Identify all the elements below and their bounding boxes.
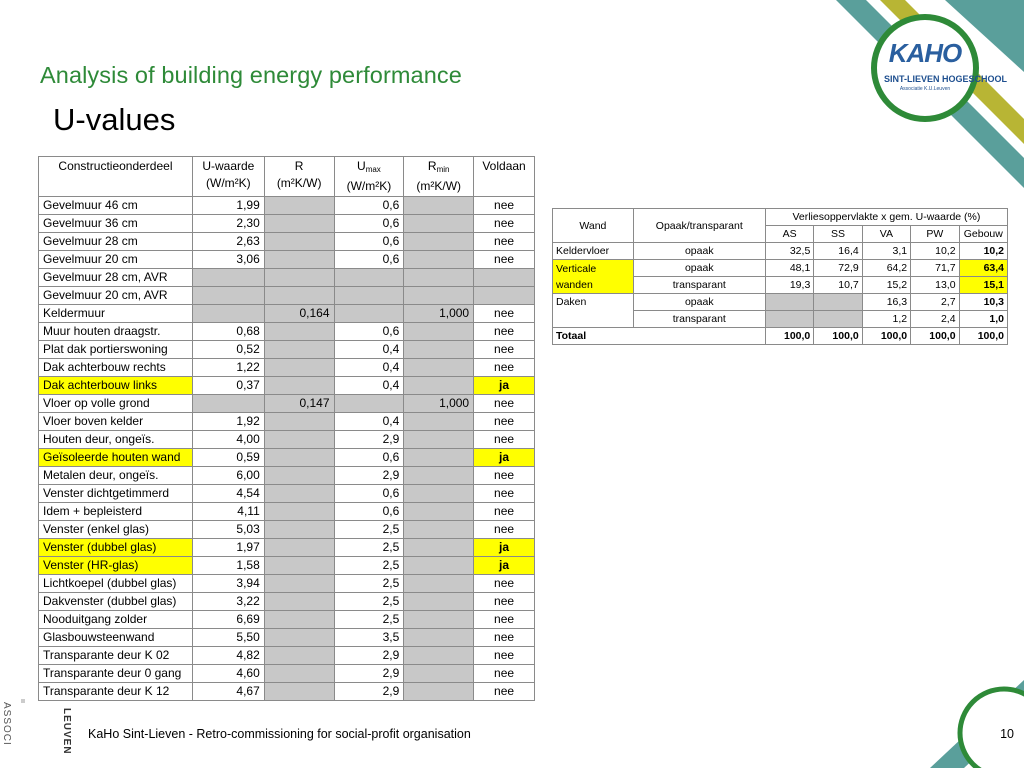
cell-umax — [334, 395, 404, 413]
cell-rmin — [404, 233, 474, 251]
cell-r — [264, 233, 334, 251]
cell-voldaan: nee — [474, 521, 535, 539]
cell-r: 0,147 — [264, 395, 334, 413]
header-r: R (m²K/W) — [264, 157, 334, 197]
cell-r — [264, 575, 334, 593]
cell-constructie: Venster (enkel glas) — [39, 521, 193, 539]
cell-r — [264, 665, 334, 683]
table-row — [39, 683, 535, 701]
cell-gebouw: 15,1 — [959, 277, 1007, 294]
cell-rmin — [404, 413, 474, 431]
header-opaak: Opaak/transparant — [633, 209, 765, 243]
cell-uwaarde: 2,30 — [192, 215, 264, 233]
cell-constructie: Houten deur, ongeïs. — [39, 431, 193, 449]
cell-r — [264, 251, 334, 269]
cell-rmin — [404, 485, 474, 503]
cell-as: 32,5 — [765, 243, 813, 260]
cell-gebouw: 100,0 — [959, 328, 1007, 345]
cell-voldaan: nee — [474, 323, 535, 341]
cell-rmin — [404, 269, 474, 287]
cell-umax: 0,6 — [334, 215, 404, 233]
school-logo — [871, 14, 1008, 122]
cell-ss: 10,7 — [814, 277, 862, 294]
table-row — [39, 287, 535, 305]
cell-umax: 2,9 — [334, 467, 404, 485]
page-number: 10 — [1000, 727, 1014, 741]
cell-constructie: Gevelmuur 46 cm — [39, 197, 193, 215]
cell-rmin — [404, 683, 474, 701]
cell-voldaan: nee — [474, 575, 535, 593]
cell-uwaarde: 3,06 — [192, 251, 264, 269]
cell-voldaan: nee — [474, 233, 535, 251]
cell-constructie: Glasbouwsteenwand — [39, 629, 193, 647]
cell-voldaan: nee — [474, 611, 535, 629]
cell-constructie: Dak achterbouw links — [39, 377, 193, 395]
table-header-row — [39, 157, 535, 197]
logo-line2: Associatie K.U.Leuven — [899, 86, 951, 92]
cell-uwaarde — [192, 305, 264, 323]
cell-r — [264, 593, 334, 611]
cell-umax: 2,5 — [334, 539, 404, 557]
cell-umax: 0,4 — [334, 413, 404, 431]
cell-gebouw: 1,0 — [959, 311, 1007, 328]
cell-ss: 16,4 — [814, 243, 862, 260]
cell-uwaarde: 1,99 — [192, 197, 264, 215]
table-row — [39, 341, 535, 359]
cell-voldaan: ja — [474, 557, 535, 575]
cell-voldaan: nee — [474, 395, 535, 413]
cell-uwaarde: 0,68 — [192, 323, 264, 341]
cell-va: 64,2 — [862, 260, 910, 277]
slide-subtitle: U-values — [53, 102, 176, 137]
row-label: Verticale wanden — [553, 260, 634, 294]
cell-as: 19,3 — [765, 277, 813, 294]
cell-r — [264, 323, 334, 341]
cell-constructie: Keldermuur — [39, 305, 193, 323]
table-row — [39, 629, 535, 647]
cell-constructie: Transparante deur K 12 — [39, 683, 193, 701]
cell-va: 15,2 — [862, 277, 910, 294]
cell-voldaan: nee — [474, 665, 535, 683]
cell-umax: 2,9 — [334, 665, 404, 683]
header-gebouw: Gebouw — [959, 226, 1007, 243]
cell-voldaan: nee — [474, 467, 535, 485]
cell-pw: 10,2 — [911, 243, 959, 260]
cell-r — [264, 557, 334, 575]
cell-uwaarde: 3,94 — [192, 575, 264, 593]
cell-pw: 13,0 — [911, 277, 959, 294]
cell-voldaan: nee — [474, 413, 535, 431]
cell-umax: 2,5 — [334, 521, 404, 539]
cell-constructie: Venster (HR-glas) — [39, 557, 193, 575]
slide-title: Analysis of building energy performance — [40, 62, 462, 88]
cell-voldaan: nee — [474, 251, 535, 269]
cell-rmin — [404, 323, 474, 341]
cell-r — [264, 269, 334, 287]
cell-r — [264, 341, 334, 359]
cell-constructie: Dakvenster (dubbel glas) — [39, 593, 193, 611]
cell-constructie: Metalen deur, ongeïs. — [39, 467, 193, 485]
table-row — [39, 251, 535, 269]
cell-rmin — [404, 467, 474, 485]
row-type: opaak — [633, 243, 765, 260]
cell-rmin — [404, 539, 474, 557]
cell-voldaan — [474, 269, 535, 287]
cell-umax: 0,4 — [334, 377, 404, 395]
cell-voldaan: nee — [474, 341, 535, 359]
cell-constructie: Gevelmuur 28 cm — [39, 233, 193, 251]
cell-pw: 2,4 — [911, 311, 959, 328]
cell-r — [264, 287, 334, 305]
header-group: Verliesoppervlakte x gem. U-waarde (%) — [765, 209, 1007, 226]
cell-uwaarde: 5,03 — [192, 521, 264, 539]
cell-umax: 3,5 — [334, 629, 404, 647]
cell-constructie: Lichtkoepel (dubbel glas) — [39, 575, 193, 593]
cell-voldaan: nee — [474, 215, 535, 233]
cell-r — [264, 215, 334, 233]
header-voldaan: Voldaan — [474, 157, 535, 197]
cell-rmin — [404, 197, 474, 215]
table-row — [39, 575, 535, 593]
cell-r — [264, 377, 334, 395]
cell-voldaan: nee — [474, 647, 535, 665]
cell-constructie: Vloer op volle grond — [39, 395, 193, 413]
cell-umax: 2,5 — [334, 575, 404, 593]
cell-voldaan: nee — [474, 485, 535, 503]
cell-rmin — [404, 647, 474, 665]
cell-uwaarde — [192, 395, 264, 413]
cell-r — [264, 485, 334, 503]
cell-r — [264, 197, 334, 215]
cell-uwaarde: 3,22 — [192, 593, 264, 611]
footer-assoc-text: ASSOCI — [1, 702, 12, 746]
cell-uwaarde: 4,82 — [192, 647, 264, 665]
cell-uwaarde: 4,54 — [192, 485, 264, 503]
table-row — [39, 611, 535, 629]
cell-ss: 72,9 — [814, 260, 862, 277]
cell-uwaarde: 1,97 — [192, 539, 264, 557]
table-row — [39, 269, 535, 287]
table-row — [39, 647, 535, 665]
cell-ss — [814, 311, 862, 328]
cell-umax: 0,6 — [334, 323, 404, 341]
cell-uwaarde: 0,52 — [192, 341, 264, 359]
cell-uwaarde: 6,00 — [192, 467, 264, 485]
cell-va: 100,0 — [862, 328, 910, 345]
header-wand: Wand — [553, 209, 634, 243]
cell-constructie: Gevelmuur 20 cm — [39, 251, 193, 269]
cell-rmin — [404, 431, 474, 449]
cell-ss: 100,0 — [814, 328, 862, 345]
cell-uwaarde: 4,00 — [192, 431, 264, 449]
table-row — [39, 215, 535, 233]
cell-umax: 0,6 — [334, 233, 404, 251]
cell-uwaarde: 1,58 — [192, 557, 264, 575]
cell-voldaan: nee — [474, 359, 535, 377]
footer-leuven-text: LEUVEN — [61, 708, 72, 755]
cell-voldaan: nee — [474, 305, 535, 323]
table-row — [39, 377, 535, 395]
cell-umax: 0,6 — [334, 503, 404, 521]
table-row — [39, 359, 535, 377]
cell-as: 100,0 — [765, 328, 813, 345]
row-type: opaak — [633, 294, 765, 311]
u-values-table — [38, 156, 535, 701]
cell-constructie: Plat dak portierswoning — [39, 341, 193, 359]
cell-umax: 2,9 — [334, 647, 404, 665]
row-type: transparant — [633, 277, 765, 294]
cell-va: 16,3 — [862, 294, 910, 311]
cell-rmin — [404, 611, 474, 629]
cell-constructie: Muur houten draagstr. — [39, 323, 193, 341]
table-row — [39, 395, 535, 413]
cell-constructie: Transparante deur K 02 — [39, 647, 193, 665]
table-row — [39, 467, 535, 485]
logo-line1: SINT-LIEVEN HOGESCHOOL — [884, 74, 1008, 84]
cell-constructie: Dak achterbouw rechts — [39, 359, 193, 377]
association-logo-icon — [17, 697, 43, 752]
header-umax: $U_{max}$ (W/m²K) — [334, 157, 404, 197]
cell-rmin — [404, 287, 474, 305]
table-row — [553, 260, 1008, 277]
cell-rmin: 1,000 — [404, 305, 474, 323]
cell-r — [264, 521, 334, 539]
cell-uwaarde: 5,50 — [192, 629, 264, 647]
cell-umax: 2,5 — [334, 593, 404, 611]
cell-uwaarde: 0,59 — [192, 449, 264, 467]
cell-uwaarde: 6,69 — [192, 611, 264, 629]
cell-va: 3,1 — [862, 243, 910, 260]
cell-r — [264, 647, 334, 665]
cell-voldaan: nee — [474, 431, 535, 449]
cell-voldaan: nee — [474, 503, 535, 521]
table-row — [39, 323, 535, 341]
cell-r — [264, 683, 334, 701]
cell-voldaan: nee — [474, 197, 535, 215]
cell-umax: 2,9 — [334, 431, 404, 449]
row-label: Daken — [553, 294, 634, 328]
cell-r — [264, 611, 334, 629]
cell-gebouw: 63,4 — [959, 260, 1007, 277]
cell-umax: 0,6 — [334, 449, 404, 467]
cell-r — [264, 431, 334, 449]
cell-umax: 2,9 — [334, 683, 404, 701]
cell-as — [765, 294, 813, 311]
table-row — [39, 521, 535, 539]
cell-gebouw: 10,3 — [959, 294, 1007, 311]
cell-rmin — [404, 377, 474, 395]
cell-pw: 2,7 — [911, 294, 959, 311]
table-row — [39, 197, 535, 215]
header-ss: SS — [814, 226, 862, 243]
row-type: transparant — [633, 311, 765, 328]
cell-constructie: Vloer boven kelder — [39, 413, 193, 431]
cell-rmin — [404, 449, 474, 467]
cell-uwaarde — [192, 269, 264, 287]
cell-rmin — [404, 665, 474, 683]
cell-umax — [334, 287, 404, 305]
table-row — [39, 593, 535, 611]
cell-uwaarde: 1,22 — [192, 359, 264, 377]
header-uwaarde: U-waarde (W/m²K) — [192, 157, 264, 197]
row-label: Keldervloer — [553, 243, 634, 260]
cell-pw: 71,7 — [911, 260, 959, 277]
table-row — [39, 503, 535, 521]
header-pw: PW — [911, 226, 959, 243]
table-row — [39, 305, 535, 323]
cell-rmin — [404, 575, 474, 593]
cell-r — [264, 629, 334, 647]
cell-rmin: 1,000 — [404, 395, 474, 413]
cell-constructie: Gevelmuur 36 cm — [39, 215, 193, 233]
cell-rmin — [404, 557, 474, 575]
cell-rmin — [404, 215, 474, 233]
table-row — [39, 233, 535, 251]
cell-constructie: Idem + bepleisterd — [39, 503, 193, 521]
cell-as — [765, 311, 813, 328]
cell-uwaarde: 4,11 — [192, 503, 264, 521]
cell-uwaarde — [192, 287, 264, 305]
cell-umax — [334, 269, 404, 287]
cell-umax: 0,4 — [334, 341, 404, 359]
cell-umax: 0,6 — [334, 197, 404, 215]
cell-rmin — [404, 503, 474, 521]
cell-constructie: Transparante deur 0 gang — [39, 665, 193, 683]
cell-umax: 2,5 — [334, 611, 404, 629]
cell-pw: 100,0 — [911, 328, 959, 345]
cell-r — [264, 359, 334, 377]
cell-voldaan: ja — [474, 377, 535, 395]
header-va: VA — [862, 226, 910, 243]
cell-uwaarde: 4,67 — [192, 683, 264, 701]
cell-rmin — [404, 521, 474, 539]
cell-r — [264, 449, 334, 467]
table-row — [39, 413, 535, 431]
cell-voldaan: nee — [474, 593, 535, 611]
cell-r — [264, 467, 334, 485]
cell-rmin — [404, 629, 474, 647]
cell-umax: 0,4 — [334, 359, 404, 377]
cell-umax: 0,6 — [334, 485, 404, 503]
cell-rmin — [404, 593, 474, 611]
cell-uwaarde: 2,63 — [192, 233, 264, 251]
table-row — [39, 539, 535, 557]
table-row — [553, 243, 1008, 260]
cell-ss — [814, 294, 862, 311]
cell-umax: 0,6 — [334, 251, 404, 269]
cell-uwaarde: 1,92 — [192, 413, 264, 431]
table-row — [39, 485, 535, 503]
cell-voldaan — [474, 287, 535, 305]
header-rmin: $R_{min}$ (m²K/W) — [404, 157, 474, 197]
table-row-total — [553, 328, 1008, 345]
footer-text: KaHo Sint-Lieven - Retro-commissioning for social-profit organisation — [88, 727, 471, 741]
header-as: AS — [765, 226, 813, 243]
table-row — [39, 557, 535, 575]
cell-r — [264, 413, 334, 431]
loss-surface-table — [552, 208, 1008, 345]
cell-r: 0,164 — [264, 305, 334, 323]
logo-text: KAHO — [888, 38, 962, 68]
cell-as: 48,1 — [765, 260, 813, 277]
cell-rmin — [404, 359, 474, 377]
table-row — [39, 449, 535, 467]
row-type: opaak — [633, 260, 765, 277]
total-label: Totaal — [553, 328, 766, 345]
header-constructie: Constructieonderdeel — [39, 157, 193, 197]
cell-r — [264, 539, 334, 557]
table-row — [39, 431, 535, 449]
cell-r — [264, 503, 334, 521]
cell-va: 1,2 — [862, 311, 910, 328]
cell-rmin — [404, 251, 474, 269]
cell-voldaan: ja — [474, 449, 535, 467]
cell-constructie: Geïsoleerde houten wand — [39, 449, 193, 467]
cell-constructie: Gevelmuur 20 cm, AVR — [39, 287, 193, 305]
cell-rmin — [404, 341, 474, 359]
cell-constructie: Nooduitgang zolder — [39, 611, 193, 629]
cell-uwaarde: 0,37 — [192, 377, 264, 395]
table-row — [553, 294, 1008, 311]
table-row — [39, 665, 535, 683]
cell-umax — [334, 305, 404, 323]
cell-umax: 2,5 — [334, 557, 404, 575]
cell-constructie: Venster (dubbel glas) — [39, 539, 193, 557]
cell-voldaan: ja — [474, 539, 535, 557]
cell-gebouw: 10,2 — [959, 243, 1007, 260]
cell-uwaarde: 4,60 — [192, 665, 264, 683]
cell-voldaan: nee — [474, 683, 535, 701]
cell-constructie: Gevelmuur 28 cm, AVR — [39, 269, 193, 287]
cell-voldaan: nee — [474, 629, 535, 647]
cell-constructie: Venster dichtgetimmerd — [39, 485, 193, 503]
